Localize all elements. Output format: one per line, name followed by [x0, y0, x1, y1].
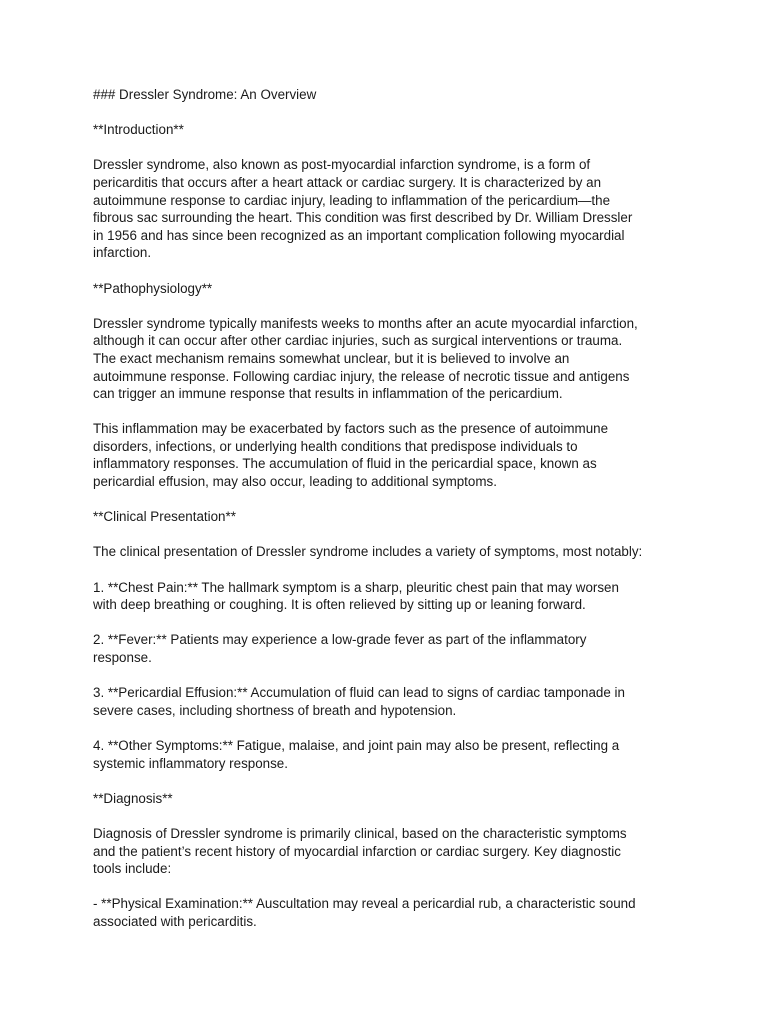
symptom-list-item: 1. **Chest Pain:** The hallmark symptom is a sharp, pleuritic chest pain that may worsen with deep breathing or coughing. It is often relieved by sitting up or leaning forward.	[93, 579, 619, 613]
introduction-paragraph: Dressler syndrome, also known as post-myocardial infarction syndrome, is a form of pericarditis that occurs after a heart attack or cardiac surgery. It is characterized by an autoimmune response to cardiac injury, leading to inflammation of the pericardium—the fibrous sac surrounding the heart. This condition was first described by Dr. William Dressler in 1956 and has since been recognized as an important complication following myocardial infarction.	[93, 157, 633, 261]
diagnosis-list-item: - **Physical Examination:** Auscultation may reveal a pericardial rub, a characteristic sound associated with pericarditis.	[93, 896, 636, 929]
symptom-list-item: 4. **Other Symptoms:** Fatigue, malaise, and joint pain may also be present, reflecting a systemic inflammatory response.	[93, 737, 620, 771]
pathophysiology-heading: **Pathophysiology**	[93, 280, 213, 296]
pathophysiology-paragraph: This inflammation may be exacerbated by factors such as the presence of autoimmune disorders, infections, or underlying health conditions that predispose individuals to inflammatory responses. The accumulation of fluid in the pericardial space, known as pericardial effusion, may also occur, leading to additional symptoms.	[93, 421, 609, 490]
diagnosis-heading: **Diagnosis**	[93, 790, 173, 806]
clinical-presentation-heading: **Clinical Presentation**	[93, 509, 236, 525]
clinical-presentation-intro: The clinical presentation of Dressler syndrome includes a variety of symptoms, most notably:	[93, 544, 643, 560]
pathophysiology-paragraph: Dressler syndrome typically manifests weeks to months after an acute myocardial infarction, although it can occur after other cardiac injuries, such as surgical interventions or trauma. The exact mechanism remains somewhat unclear, but it is believed to involve an autoimmune response. Following cardiac injury, the release of necrotic tissue and antigens can trigger an immune response that results in inflammation of the pericardium.	[93, 315, 638, 402]
symptom-list-item: 3. **Pericardial Effusion:** Accumulation of fluid can lead to signs of cardiac tamponade in severe cases, including shortness of breath and hypotension.	[93, 685, 625, 718]
document-title: ### Dressler Syndrome: An Overview	[93, 87, 317, 102]
introduction-heading: **Introduction**	[93, 122, 184, 138]
document-page	[93, 86, 693, 948]
symptom-list-item: 2. **Fever:** Patients may experience a low-grade fever as part of the inflammatory response.	[93, 632, 587, 665]
diagnosis-paragraph: Diagnosis of Dressler syndrome is primarily clinical, based on the characteristic symptoms and the patient’s recent history of myocardial infarction or cardiac surgery. Key diagnostic tools include:	[93, 825, 627, 877]
